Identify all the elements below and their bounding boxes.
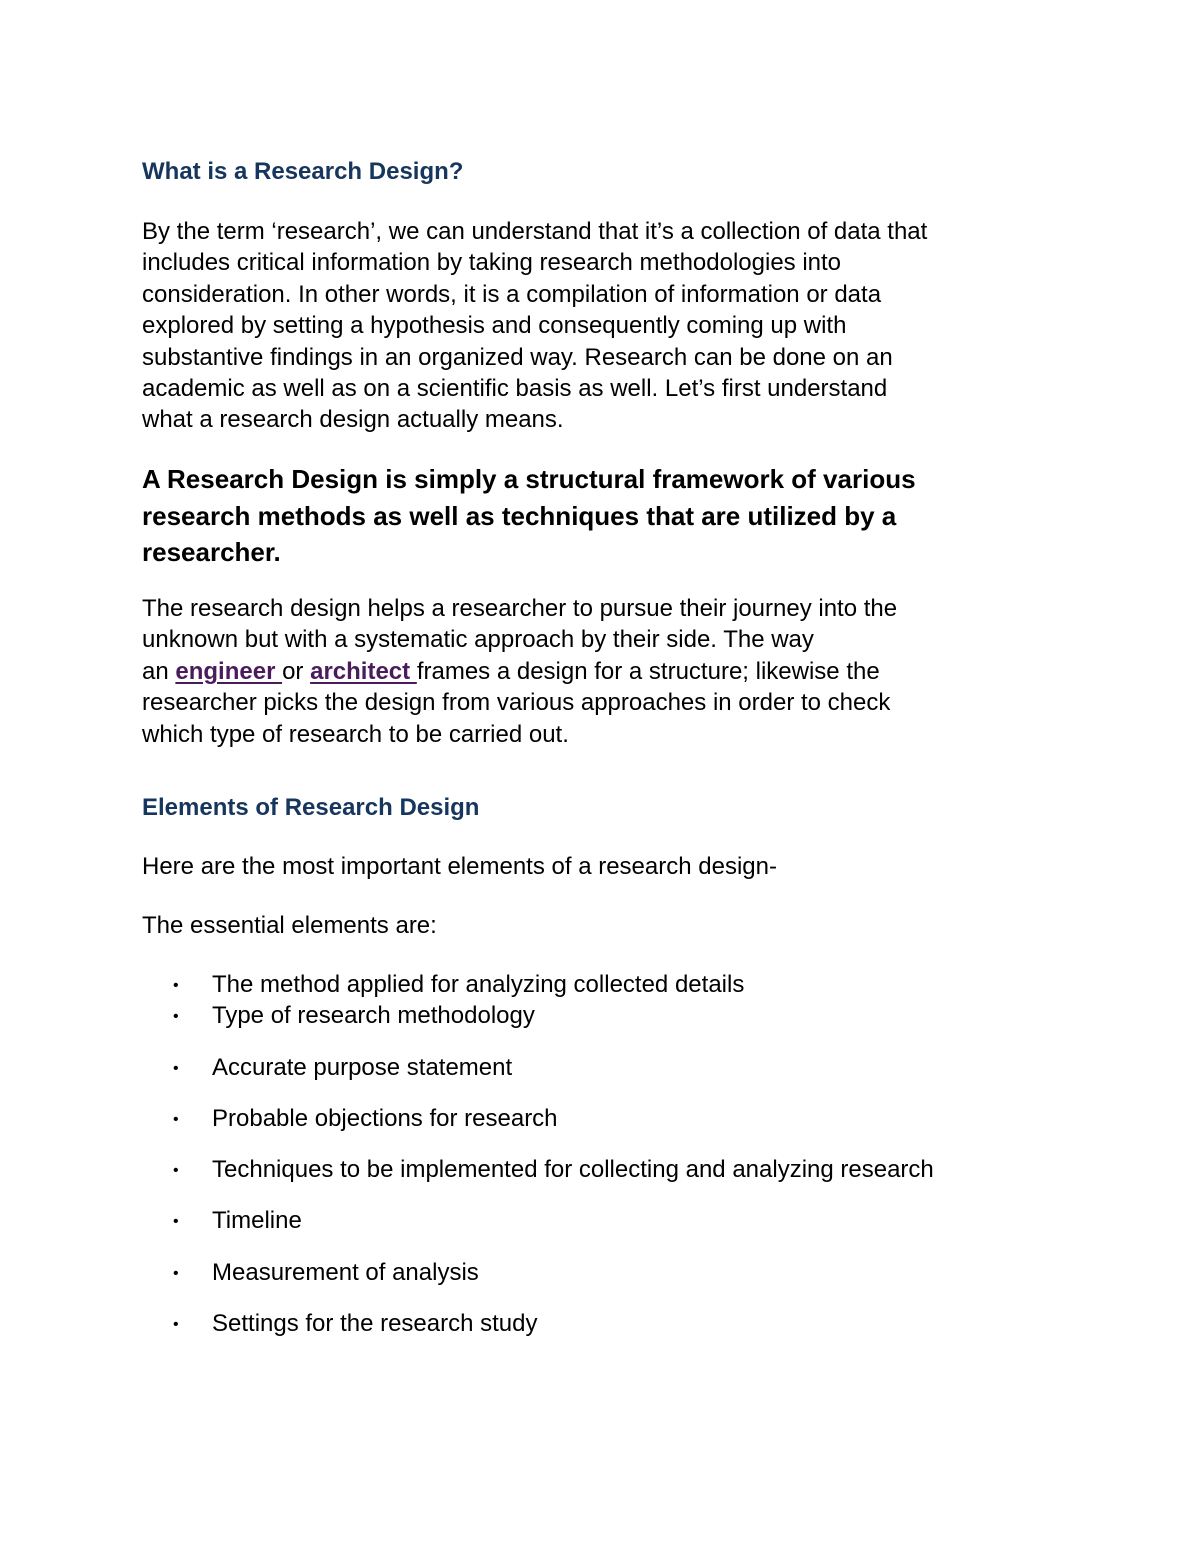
heading-what-is-research-design: What is a Research Design? <box>142 158 464 185</box>
list-item <box>173 1155 934 1186</box>
architect-link[interactable]: architect <box>310 657 417 685</box>
line-suffix-text: frames a design for a structure; likewise the <box>416 657 880 685</box>
elements-intro-text: Here are the most important elements of a research design- <box>142 853 777 880</box>
paragraph-line: explored by setting a hypothesis and consequently coming up with <box>142 312 847 340</box>
list-item <box>173 1001 535 1032</box>
bullet-icon: • <box>173 1162 179 1179</box>
list-item-text: Probable objections for research <box>212 1105 558 1132</box>
list-item <box>173 1104 558 1135</box>
heading-elements-of-research-design: Elements of Research Design <box>142 794 480 821</box>
definition-paragraph <box>142 461 916 571</box>
list-item <box>173 1258 479 1289</box>
paragraph-line: what a research design actually means. <box>142 406 564 434</box>
paragraph-line: academic as well as on a scientific basis as well. Let’s first understand <box>142 374 888 402</box>
engineer-link[interactable]: engineer <box>175 657 283 685</box>
bullet-icon: • <box>173 1111 179 1128</box>
paragraph-line: includes critical information by taking research methodologies into <box>142 249 842 277</box>
bullet-icon: • <box>173 1060 179 1077</box>
list-item <box>173 1206 302 1237</box>
paragraph-line: substantive findings in an organized way. Research can be done on an <box>142 343 893 371</box>
intro-paragraph <box>142 216 927 436</box>
essential-elements-label: The essential elements are: <box>142 912 437 939</box>
list-item <box>173 1309 538 1340</box>
list-item-text: Settings for the research study <box>212 1310 538 1337</box>
definition-line: researcher. <box>142 537 281 567</box>
list-item-text: Measurement of analysis <box>212 1259 479 1286</box>
bullet-icon: • <box>173 1213 179 1230</box>
paragraph-line: The research design helps a researcher to pursue their journey into the <box>142 595 898 622</box>
paragraph-line: By the term ‘research’, we can understand that it’s a collection of data that <box>142 218 928 245</box>
bullet-icon: • <box>173 977 179 994</box>
paragraph-line: unknown but with a systematic approach by their side. The way <box>142 626 814 654</box>
paragraph-line: which type of research to be carried out. <box>142 720 569 748</box>
line-mid-text: or <box>282 657 311 685</box>
list-item-text: Accurate purpose statement <box>212 1054 513 1081</box>
bullet-icon: • <box>173 1008 179 1025</box>
list-item-text: The method applied for analyzing collected details <box>212 971 745 998</box>
bullet-icon: • <box>173 1316 179 1333</box>
paragraph-line: researcher picks the design from various approaches in order to check <box>142 689 891 717</box>
definition-line: research methods as well as techniques that are utilized by a <box>142 500 897 531</box>
bullet-icon: • <box>173 1265 179 1282</box>
paragraph-line: consideration. In other words, it is a compilation of information or data <box>142 280 882 308</box>
line-prefix-text: an <box>142 657 176 685</box>
list-item-text: Techniques to be implemented for collecting and analyzing research <box>212 1156 934 1183</box>
list-item <box>173 970 744 1001</box>
list-item-text: Timeline <box>212 1207 302 1234</box>
research-design-paragraph <box>142 593 897 750</box>
list-item <box>173 1053 512 1084</box>
list-item-text: Type of research methodology <box>212 1002 535 1029</box>
paragraph-line-with-links <box>142 656 897 687</box>
definition-line: A Research Design is simply a structural framework of various <box>142 464 916 494</box>
